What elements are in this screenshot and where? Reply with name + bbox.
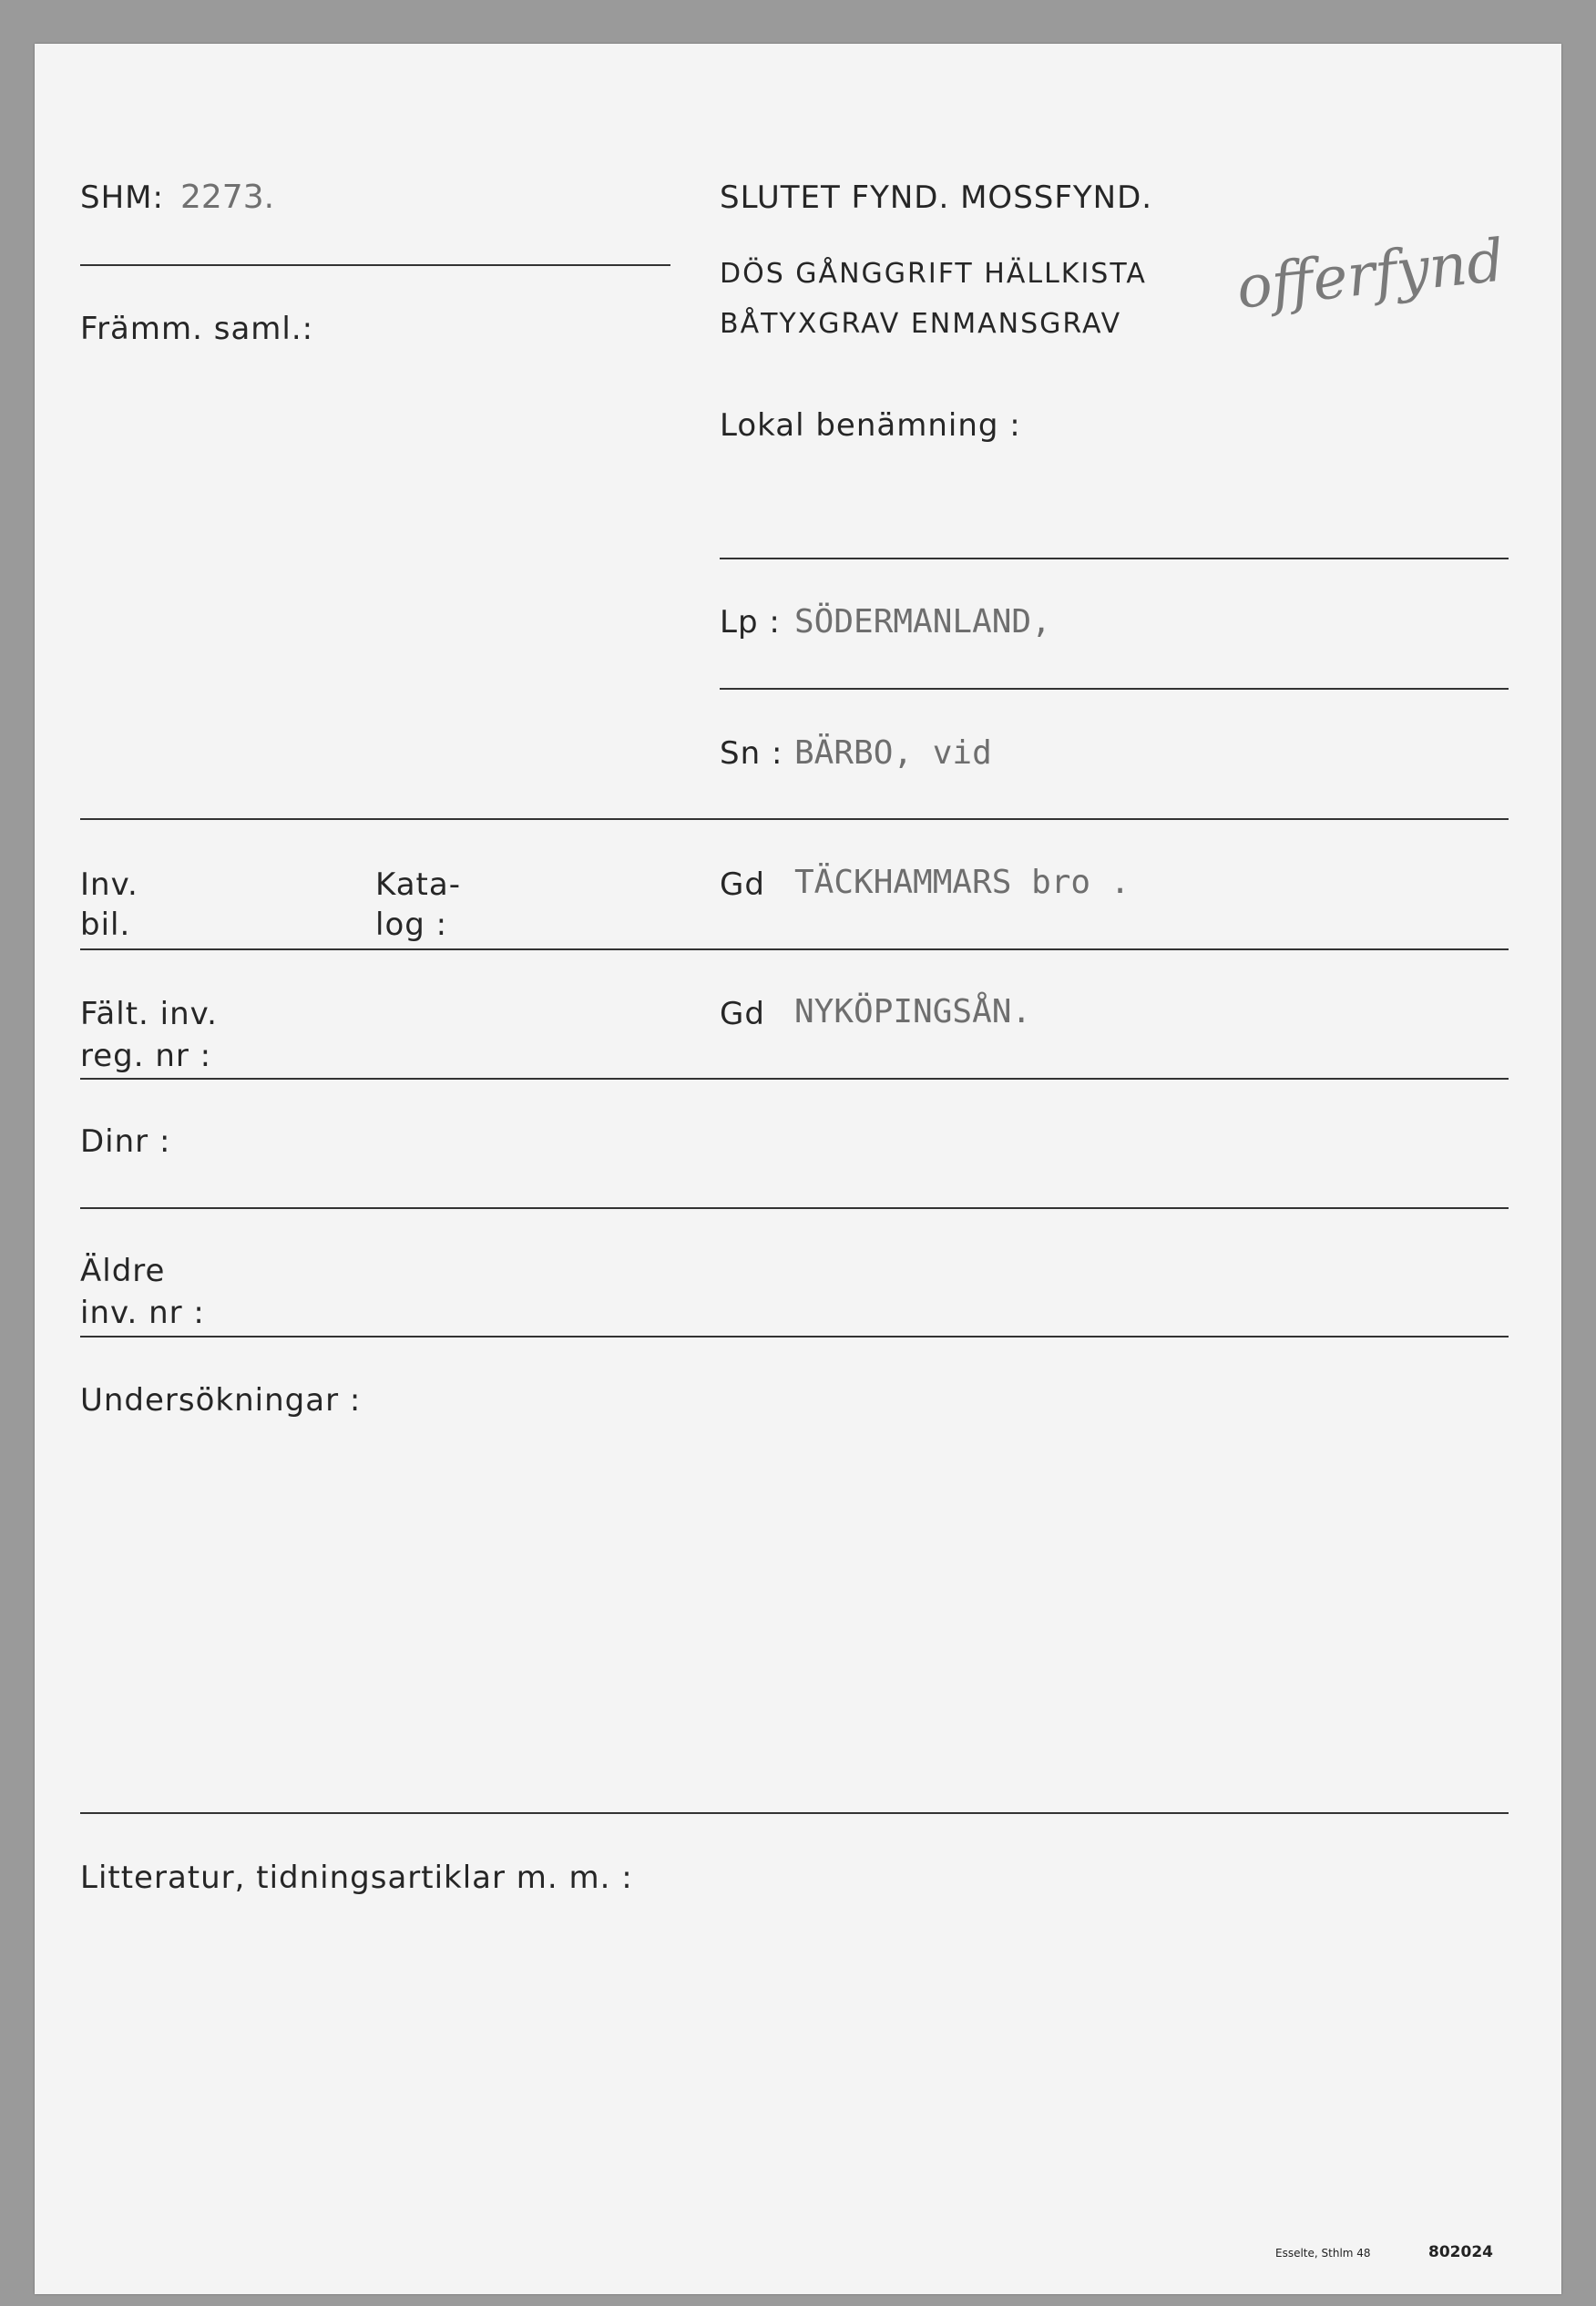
kata-label-1: Kata- [375, 866, 461, 903]
rule-inv [80, 948, 1509, 950]
rule-falt [80, 1078, 1509, 1080]
gd2-value: NYKÖPINGSÅN. [794, 993, 1032, 1030]
lp-label: Lp : [720, 604, 781, 641]
handwritten-note: offerfynd [1233, 227, 1508, 323]
rule-aldre [80, 1336, 1509, 1337]
falt-label-2: reg. nr : [80, 1038, 212, 1074]
catalog-card [35, 44, 1561, 2294]
litteratur-label: Litteratur, tidningsartiklar m. m. : [80, 1860, 633, 1896]
rule-lp [720, 688, 1509, 690]
rule-lokal [720, 558, 1509, 559]
lp-value: SÖDERMANLAND, [794, 603, 1051, 641]
kata-label-2: log : [375, 907, 448, 943]
sn-value: BÄRBO, vid [794, 734, 992, 772]
undersokningar-label: Undersökningar : [80, 1382, 362, 1419]
gd1-value: TÄCKHAMMARS bro . [794, 864, 1130, 901]
inv-label-1: Inv. [80, 866, 138, 903]
form-number: 802024 [1428, 2243, 1493, 2261]
find-type-label: SLUTET FYND. MOSSFYND. [720, 179, 1153, 216]
gd1-label: Gd [720, 866, 765, 903]
lokal-label: Lokal benämning : [720, 407, 1021, 444]
rule-sn [80, 818, 1509, 820]
rule-shm [80, 264, 670, 266]
frammande-label: Främm. saml.: [80, 311, 314, 347]
gd2-label: Gd [720, 996, 765, 1032]
grave-types-line1: DÖS GÅNGGRIFT HÄLLKISTA [720, 258, 1147, 290]
dinr-label: Dinr : [80, 1123, 171, 1160]
grave-types-line2: BÅTYXGRAV ENMANSGRAV [720, 308, 1122, 340]
aldre-label-2: inv. nr : [80, 1295, 205, 1331]
shm-label: SHM: [80, 179, 164, 216]
rule-undersokningar [80, 1812, 1509, 1814]
rule-dinr [80, 1207, 1509, 1209]
falt-label-1: Fält. inv. [80, 996, 218, 1032]
shm-value: 2273. [180, 179, 275, 216]
aldre-label-1: Äldre [80, 1253, 166, 1289]
printer-imprint: Esselte, Sthlm 48 [1275, 2247, 1371, 2260]
sn-label: Sn : [720, 735, 783, 772]
inv-label-2: bil. [80, 907, 131, 943]
